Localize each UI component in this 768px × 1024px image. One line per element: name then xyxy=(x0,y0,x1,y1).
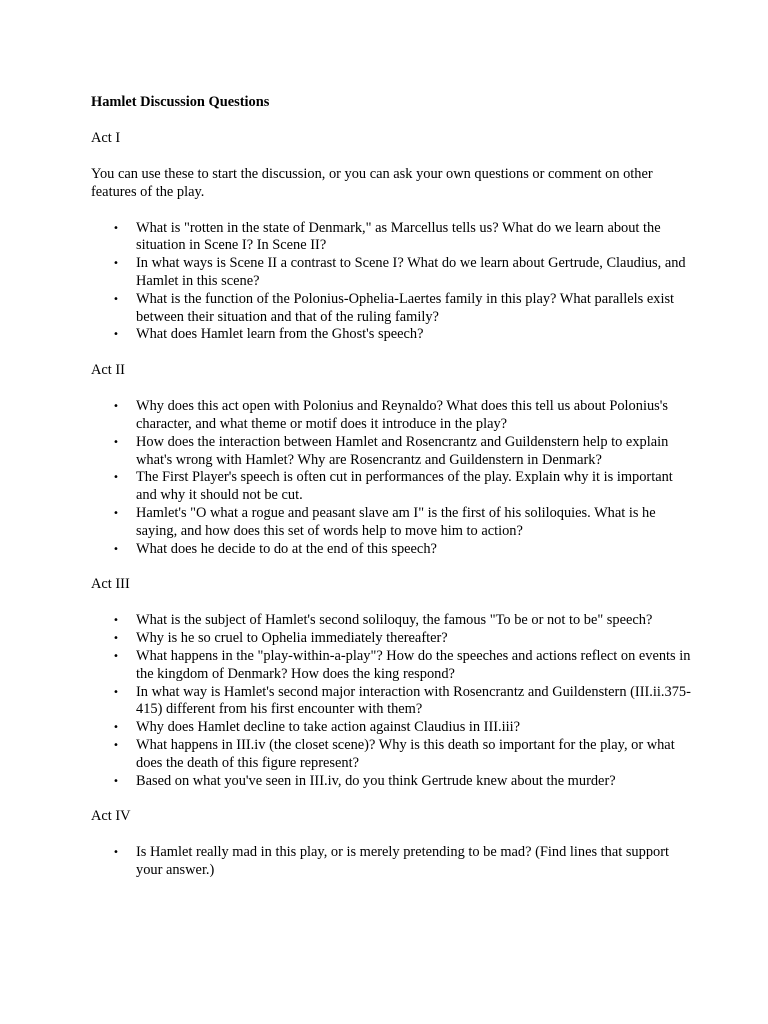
bullet-icon: • xyxy=(113,293,119,305)
spacer xyxy=(91,558,691,576)
question-item xyxy=(91,291,691,327)
question-item xyxy=(91,505,691,541)
question-item xyxy=(91,398,691,434)
question-text: Based on what you've seen in III.iv, do you think Gertrude knew about the murder? xyxy=(136,772,616,789)
bullet-icon: • xyxy=(113,507,119,519)
bullet-icon: • xyxy=(113,222,119,234)
bullet-icon: • xyxy=(113,686,119,698)
question-item xyxy=(91,773,691,791)
question-item xyxy=(91,469,691,505)
bullet-icon: • xyxy=(113,436,119,448)
spacer xyxy=(91,148,691,166)
question-item xyxy=(91,684,691,720)
spacer xyxy=(91,790,691,808)
question-list xyxy=(91,220,691,345)
bullet-icon: • xyxy=(113,543,119,555)
question-text: What is "rotten in the state of Denmark," as Marcellus tells us? What do we learn about the situation in Scene I? In Scene II? xyxy=(136,219,661,254)
question-item xyxy=(91,255,691,291)
document-body xyxy=(91,94,691,880)
question-item xyxy=(91,220,691,256)
question-text: Why does Hamlet decline to take action against Claudius in III.iii? xyxy=(136,719,521,736)
question-text: What does Hamlet learn from the Ghost's speech? xyxy=(136,326,424,343)
question-text: Is Hamlet really mad in this play, or is merely pretending to be mad? (Find lines that support your answer.) xyxy=(136,844,670,879)
bullet-icon: • xyxy=(113,722,119,734)
question-item xyxy=(91,434,691,470)
section-heading: Act II xyxy=(91,362,125,379)
bullet-icon: • xyxy=(113,329,119,341)
question-text: Why does this act open with Polonius and Reynaldo? What does this tell us about Polonius's character, and what theme or motif does it introduce in the play? xyxy=(136,398,668,432)
section-heading: Act I xyxy=(91,130,121,146)
bullet-icon: • xyxy=(113,775,119,787)
spacer xyxy=(91,112,691,130)
section-heading: Act IV xyxy=(91,808,131,825)
question-item xyxy=(91,719,691,737)
bullet-icon: • xyxy=(113,847,119,859)
spacer xyxy=(91,594,691,612)
question-list xyxy=(91,844,691,880)
question-text: Why is he so cruel to Ophelia immediately thereafter? xyxy=(136,630,448,647)
question-text: The First Player's speech is often cut in performances of the play. Explain why it is important and why it should not be cut. xyxy=(136,469,673,504)
question-item xyxy=(91,541,691,559)
bullet-icon: • xyxy=(113,472,119,484)
question-text: What is the function of the Polonius-Ophelia-Laertes family in this play? What parallels exist between their situation and that of the ruling family? xyxy=(136,290,675,325)
question-item xyxy=(91,612,691,630)
bullet-icon: • xyxy=(113,739,119,751)
question-list xyxy=(91,612,691,790)
question-text: How does the interaction between Hamlet and Rosencrantz and Guildenstern help to explain what's wrong with Hamlet? Why are Rosencrantz and Guildenstern in Denmark? xyxy=(136,433,669,468)
question-text: In what ways is Scene II a contrast to Scene I? What do we learn about Gertrude, Claudius, and Hamlet in this scene? xyxy=(136,255,686,289)
spacer xyxy=(91,202,691,220)
question-text: What is the subject of Hamlet's second soliloquy, the famous "To be or not to be" speech? xyxy=(136,612,653,629)
question-item xyxy=(91,844,691,880)
question-text: In what way is Hamlet's second major interaction with Rosencrantz and Guildenstern (III.ii.375-415) different from his first encounter with them? xyxy=(136,683,691,718)
bullet-icon: • xyxy=(113,258,119,270)
bullet-icon: • xyxy=(113,401,119,413)
question-item xyxy=(91,326,691,344)
intro-paragraph: You can use these to start the discussion, or you can ask your own questions or comment on other features of the play. xyxy=(91,166,653,200)
bullet-icon: • xyxy=(113,615,119,627)
question-text: Hamlet's "O what a rogue and peasant slave am I" is the first of his soliloquies. What is he saying, and how does this set of words help to move him to action? xyxy=(136,504,656,539)
section-heading: Act III xyxy=(91,576,130,593)
spacer xyxy=(91,344,691,362)
question-text: What happens in the "play-within-a-play"? How do the speeches and actions reflect on events in the kingdom of Denmark? How does the king respond? xyxy=(136,647,691,682)
question-list xyxy=(91,398,691,558)
document-title: Hamlet Discussion Questions xyxy=(91,94,270,110)
spacer xyxy=(91,380,691,398)
spacer xyxy=(91,826,691,844)
question-text: What does he decide to do at the end of this speech? xyxy=(136,540,437,557)
bullet-icon: • xyxy=(113,633,119,645)
question-item xyxy=(91,737,691,773)
question-item xyxy=(91,630,691,648)
question-text: What happens in III.iv (the closet scene)? Why is this death so important for the play, or what does the death of this figure represent? xyxy=(136,736,675,771)
question-item xyxy=(91,648,691,684)
bullet-icon: • xyxy=(113,650,119,662)
